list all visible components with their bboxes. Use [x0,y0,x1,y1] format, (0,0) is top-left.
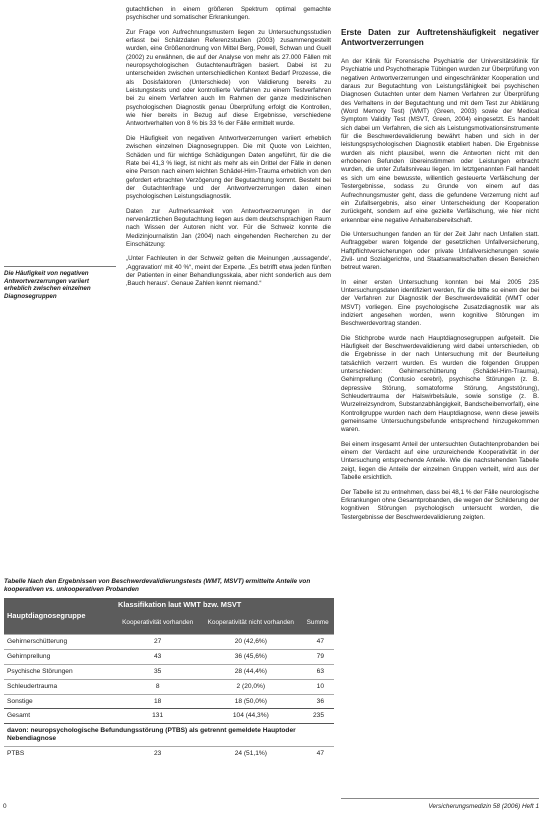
subgroup-label: davon: neuropsychologische Befundungsstörung (PTBS) als getrennt gemeldete Hauptoder Nebendiagnose [4,724,334,747]
table-row [4,635,334,650]
table-row [4,694,334,709]
header-coop-no: Kooperativität nicht vorhanden [200,612,301,635]
body-paragraph: Der Tabelle ist zu entnehmen, dass bei 48,1 % der Fälle neurologische Erkrankungen ohne Gesamtprobanden, die wegen der Schilderung der kognitiven Störungen psychologisch untersucht worden, die Testergebnisse der Beschwerdevalidierung zeigten. [341,488,539,521]
cell-sum: 235 [301,709,334,724]
body-paragraph: Daten zur Aufmerksamkeit von Antwortverzerrungen in der nervenärztlichen Begutachtung liegen aus dem deutschsprachigen Raum nach Wissen der Autoren nicht vor. Für die Schweiz konnte die Medizinjournalistin Jan (2004) nach eingehenden Recherchen zu der Einschätzung: [126,207,331,248]
cell-sum: 10 [301,679,334,694]
cell-coop-no: 24 (51,1%) [200,747,301,761]
cell-sum: 47 [301,747,334,761]
cell-sum: 79 [301,649,334,664]
body-paragraph: Die Stichprobe wurde nach Hauptdiagnosegruppen aufgeteilt. Die Häufigkeit der Beschwerdevalidierung wird dabei unterschieden, ob die Ergebnisse in der nach Untersuchung mit der Beurteilung tatsächlich verzerrt wurden. Es wurden die folgenden Gruppen unterschieden: Gehirnerschütterung (Schädel-Hirn-Trauma), Gehirnprellung (Contusio cerebri), psychische Störungen (z. B. depressive Störung, somatoforme Störung, Angststörung), Schleudertrauma der Halswirbelsäule, sowie sonstige (z. B. Wurzelreizsyndrom, Substanzabhängigkeit, Bandscheibenvorfall), eine Kontrollgruppe wurden nach dem Hauptdiagnose, wenn diese jeweils gemeinsame Untersuchungsbefunde entsprechend hinzugekommen waren. [341,334,539,434]
body-paragraph: Die Untersuchungen fanden an für der Zeit Jahr nach Unfallen statt. Auftraggeber waren folgende der gesetzlichen Unfallversicherung, Haftpflichtversicherungen oder private Unfallversicherungen sowie Zivil- und Sozialgerichte, und Staatsanwaltschaften diesen Bereichen betreut waren. [341,230,539,272]
cell-coop-yes: 131 [115,709,200,724]
cell-coop-yes: 27 [115,635,200,650]
cell-group: Sonstige [4,694,115,709]
margin-pull-quote: Die Häufigkeit von negativen Antwortverzerrungen variiert erheblich zwischen einzelnen Diagnosegruppen [4,270,91,300]
cell-sum: 47 [301,635,334,650]
table-row [4,679,334,694]
header-classification: Klassifikation laut WMT bzw. MSVT [115,598,334,612]
cell-group: Gesamt [4,709,115,724]
table-row [4,664,334,679]
cell-group: Gehirnerschütterung [4,635,115,650]
cell-coop-yes: 43 [115,649,200,664]
cell-coop-no: 36 (45,6%) [200,649,301,664]
table-caption-label: Tabelle [4,578,26,585]
cell-coop-yes: 23 [115,747,200,761]
cell-coop-no: 28 (44,4%) [200,664,301,679]
right-text-column [341,6,539,528]
table-row [4,649,334,664]
header-group: Hauptdiagnosegruppe [4,598,115,635]
cell-coop-no: 2 (20,0%) [200,679,301,694]
side-note-rule [4,266,116,267]
cell-coop-yes: 8 [115,679,200,694]
cell-coop-no: 104 (44,3%) [200,709,301,724]
page-number: 0 [3,803,7,810]
cell-group: Schleudertrauma [4,679,115,694]
results-table [4,598,334,761]
middle-text-column [126,6,331,295]
journal-reference: Versicherungsmedizin 58 (2006) Heft 1 [428,803,539,810]
body-paragraph: Zur Frage von Aufrechnungsmustern liegen zu Untersuchungsstudien erfasst bei Schätzdaten Referenzstudien (2003) zusammengestellt wurden, eine Größenordnung von Mittel Berg, Powell, Schwan und Guell (2002) zu erwähnen, die auf der Analyse von mehr als 27.000 Fällen mit neuropsychologischen Gutachtenaufträgen basiert. Dabei ist zu unterscheiden zwischen unterschiedlichen Kontext Bedarf Prozesse, die als Dosisfaktoren (Unterschiede) von Validierung bereits zu Leistungstests und oder kontrollierte Verfahren zu einem Testverfahren bei zu einem Verfahren auch Im Rahmen der ganze medizinischen psychologischen Diagnostik genau Überprüfung erfolgt die Kontrollen, wie hier bereits in Bezug auf diese Ergebnisse, verschiedene Antwortverhalten von 8 % bis 33 % der Fälle ermittelt wurde. [126,28,331,128]
body-paragraph: Bei einem insgesamt Anteil der untersuchten Gutachtenprobanden bei einem der Verdacht auf eine unzureichende Kooperativität in der Untersuchung entsprechende Anteile. Wie die nachstehenden Tabelle zeigt, liegen die Anteile der einzelnen Gruppen verteilt, wird aus der Tabelle ersichtlich. [341,440,539,482]
table-total-row [4,709,334,724]
body-paragraph: An der Klinik für Forensische Psychiatrie der Universitätsklinik für Psychiatrie und Psychotherapie Tübingen wurden zur Überprüfung von negativen Antwortverzerrungen und eingeschränkter Kooperation und daraus zur Begutachtung von Leistungsfähigkeit bei psychischen Diagnosen Gutachten unter dem Namen Verfahren zur Überprüfung des Verhaltens in der Begutachtung und mit dem Test zur Abklärung (Word Memory Test) (WMT) (Green, 2003) sowie der Medical Symptom Validity Test (MSVT, Green, 2004) eingesetzt. Es handelt sich dabei um Verfahren, die sich als Leistungsmotivationsinstrumente für die Beschwerdevalidierung bewährt haben und sich in der leistungspsychologischen Diagnostik etabliert haben. Die Ergebnisse wurden als nicht plausibel, wenn die Antworten nicht mit den erhobenen Befunden übereinstimmen oder Leistungen erbracht wurden, die unter Zufallsniveau liegen. Im letztgenannten Fall handelt es sich um eine bewusste, willentlich gesteuerte Verfälschung der Testergebnisse, sodass zu Grunde von einem auf das Aufrechnungsmuster geht, dass die gefundene Verzerrung nicht auf ein Zufallsergebnis, also einer Unterscheidung der Kooperation zurückgeht, sondern auf eine gezielte Verfälschung, wie hier nicht erkennbar eine negative Anhaltensbereitschaft. [341,58,539,224]
cell-sum: 36 [301,694,334,709]
table-subgroup-row [4,747,334,761]
cell-coop-yes: 18 [115,694,200,709]
table-subgroup-label-row [4,724,334,747]
cell-group: Gehirnprellung [4,649,115,664]
header-coop-yes: Kooperativität vorhanden [115,612,200,635]
cell-coop-no: 18 (50,0%) [200,694,301,709]
cell-group: PTBS [4,747,115,761]
body-paragraph: Die Häufigkeit von negativen Antwortverzerrungen variiert erheblich zwischen einzelnen Diagnosegruppen. Die mit Quote von Leichten, Schäden und für wichtige Schädigungen Daten angeführt, für die die Rate bei 41,3 % liegt, ist nicht als mehr als ein Drittel der Fälle in denen eine Person nach einem leichten Schädel-Hirn-Trauma erheblich von den gefordert erbrachten Verzögerung der Begutachtung kommt. Besteht bei der Gutachtenfrage und der Antwortverzerrungen daten einen psychologischen Leistungsdiagnostik. [126,134,331,201]
header-sum: Summe [301,612,334,635]
section-heading: Erste Daten zur Auftretenshäufigkeit negativer Antwortverzerrungen [341,28,539,47]
cell-coop-yes: 35 [115,664,200,679]
body-paragraph: „Unter Fachleuten in der Schweiz gelten die Meinungen ‚aussagende‘, ‚Aggravation‘ mit 40 %“, meint der Experte. „Es betrifft etwa jeden fünften der Patienten in einer Behandlungsskala, aber nicht sonderlich aus dem ‚Bauch heraus‘. Genaue Zahlen kennt niemand.“ [126,255,331,288]
cell-sum: 63 [301,664,334,679]
body-paragraph: In einer ersten Untersuchung konnten bei Mai 2005 235 Untersuchungsdaten identifiziert werden, für die bitte so einem der bei der Verfahren zur Diagnostik der Beschwerdevalidität (WMT oder MSVT) vorliegen. Eine psychologische Zusatzdiagnostik war als indiziert angesehen worden, wenn kognitive Störungen im Beschwerdevortrag standen. [341,278,539,328]
cell-coop-no: 20 (42,6%) [200,635,301,650]
table-caption [4,578,334,594]
table-header-row [4,598,334,612]
footer-rule [341,798,539,799]
table-caption-text: Nach den Ergebnissen von Beschwerdevalidierungstests (WMT, MSVT) ermittelte Anteile von kooperativen vs. unkooperativen Probanden [4,578,311,593]
cell-group: Psychische Störungen [4,664,115,679]
body-paragraph: gutachtlichen in einem größeren Spektrum optimal gemachte psychischer und somatischer Erkrankungen. [126,6,331,22]
